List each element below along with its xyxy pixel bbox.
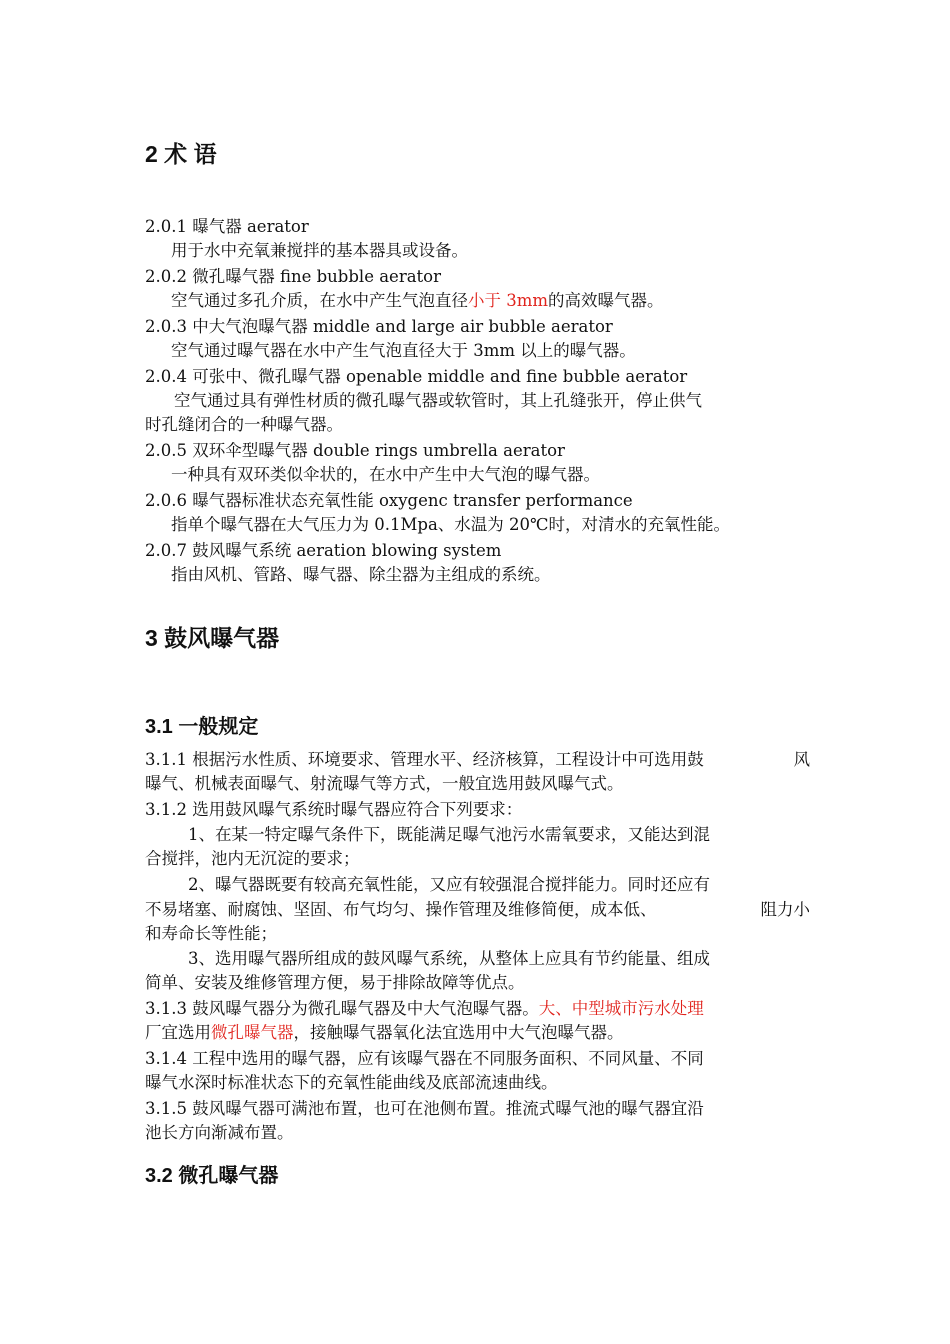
term-2-0-2-heading: 2.0.2 微孔曝气器 fine bubble aerator [145,267,441,286]
chapter-2-title: 2 术 语 [145,141,217,167]
clause-3-1-2-heading: 3.1.2 选用鼓风曝气系统时曝气器应符合下列要求： [145,800,523,819]
clause-3-1-2-item1-line2: 合搅拌，池内无沉淀的要求； [145,849,360,868]
clause-3-1-2-item3-line1: 3、选用曝气器所组成的鼓风曝气系统，从整体上应具有节约能量、组成 [188,949,710,968]
clause-3-1-3-line1: 3.1.3 鼓风曝气器分为微孔曝气器及中大气泡曝气器。大、中型城市污水处理 [145,999,704,1018]
term-2-0-2-definition: 空气通过多孔介质，在水中产生气泡直径小于 3mm的高效曝气器。 [171,291,664,310]
clause-3-1-2-item1-line1: 1、在某一特定曝气条件下，既能满足曝气池污水需氧要求，又能达到混 [188,825,710,844]
term-2-0-7-definition: 指由风机、管路、曝气器、除尘器为主组成的系统。 [171,565,551,584]
term-2-0-5-definition: 一种具有双环类似伞状的，在水中产生中大气泡的曝气器。 [171,465,600,484]
clause-3-1-4-line2: 曝气水深时标准状态下的充氧性能曲线及底部流速曲线。 [145,1073,558,1092]
clause-3-1-2-item2-line1: 2、曝气器既要有较高充氧性能，又应有较强混合搅拌能力。同时还应有 [188,875,710,894]
term-2-0-4-definition-line1: 空气通过具有弹性材质的微孔曝气器或软管时，其上孔缝张开，停止供气 [174,391,702,410]
section-3-2-title: 3.2 微孔曝气器 [145,1165,279,1187]
clause-3-1-4-line1: 3.1.4 工程中选用的曝气器，应有该曝气器在不同服务面积、不同风量、不同 [145,1049,704,1068]
clause-3-1-2-item3-line2: 简单、安装及维修管理方便，易于排除故障等优点。 [145,973,525,992]
chapter-3-title: 3 鼓风曝气器 [145,625,280,651]
term-2-0-6-definition: 指单个曝气器在大气压力为 0.1Mpa、水温为 20℃时，对清水的充氧性能。 [171,515,730,534]
term-2-0-1-definition: 用于水中充氧兼搅拌的基本器具或设备。 [171,241,468,260]
term-2-0-3-definition: 空气通过曝气器在水中产生气泡直径大于 3mm 以上的曝气器。 [171,341,636,360]
clause-3-1-2-item2-line2: 不易堵塞、耐腐蚀、坚固、布气均匀、操作管理及维修简便，成本低、 阻力小 [145,900,810,919]
clause-3-1-1-line2: 曝气、机械表面曝气、射流曝气等方式，一般宜选用鼓风曝气式。 [145,774,624,793]
term-2-0-5-heading: 2.0.5 双环伞型曝气器 double rings umbrella aerator [145,441,565,460]
term-2-0-6-heading: 2.0.6 曝气器标准状态充氧性能 oxygenc transfer performance [145,491,633,510]
section-3-1-title: 3.1 一般规定 [145,716,259,738]
highlight-text: 微孔曝气器 [211,1023,294,1042]
term-2-0-7-heading: 2.0.7 鼓风曝气系统 aeration blowing system [145,541,502,560]
term-2-0-4-definition-line2: 时孔缝闭合的一种曝气器。 [145,415,343,434]
highlight-text: 小于 3mm [468,291,549,310]
term-2-0-1-heading: 2.0.1 曝气器 aerator [145,217,309,236]
term-2-0-3-heading: 2.0.3 中大气泡曝气器 middle and large air bubble aerator [145,317,613,336]
clause-3-1-5-line1: 3.1.5 鼓风曝气器可满池布置，也可在池侧布置。推流式曝气池的曝气器宜沿 [145,1099,704,1118]
clause-3-1-3-line2: 厂宜选用微孔曝气器，接触曝气器氧化法宜选用中大气泡曝气器。 [145,1023,624,1042]
term-2-0-4-heading: 2.0.4 可张中、微孔曝气器 openable middle and fine bubble aerator [145,367,688,386]
highlight-text: 大、中型城市污水处理 [538,999,704,1018]
clause-3-1-1-line1: 3.1.1 根据污水性质、环境要求、管理水平、经济核算，工程设计中可选用鼓 风 [145,750,810,769]
clause-3-1-5-line2: 池长方向渐减布置。 [145,1123,294,1142]
clause-3-1-2-item2-line3: 和寿命长等性能； [145,924,277,943]
